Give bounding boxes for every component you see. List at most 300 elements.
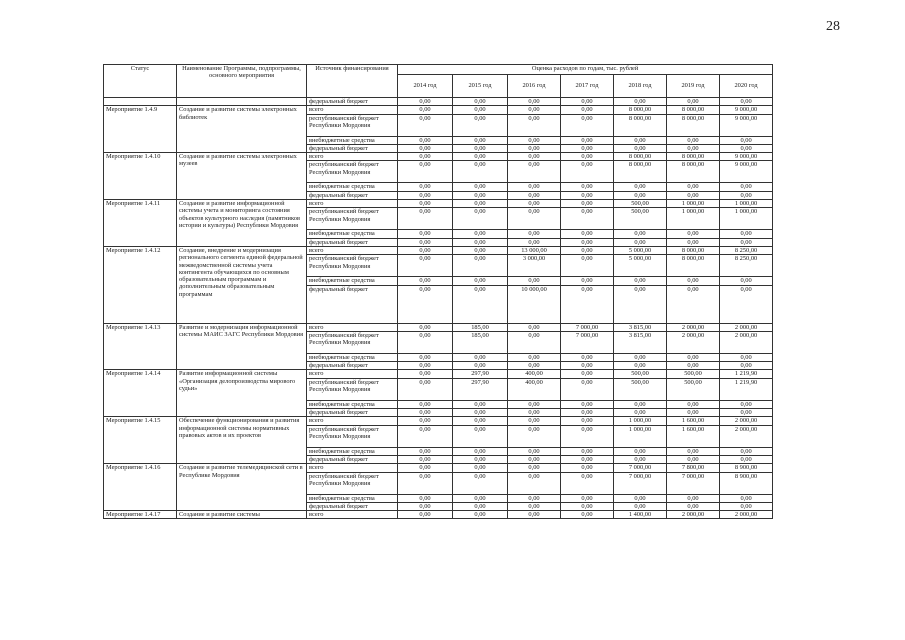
value-cell: 0,00 [561, 200, 614, 208]
value-cell: 13 000,00 [508, 246, 561, 254]
source-cell: федеральный бюджет [307, 144, 398, 152]
name-cell: Создание и развитие информационной системы учета и мониторинга состояния объектов культурного наследия (памятников истории и культуры) Республики Мордовия [177, 200, 307, 247]
value-cell: 0,00 [398, 400, 453, 408]
value-cell: 2 000,00 [720, 425, 773, 447]
value-cell: 0,00 [398, 417, 453, 425]
value-cell: 0,00 [561, 494, 614, 502]
value-cell: 0,00 [453, 161, 508, 183]
value-cell: 1 600,00 [667, 417, 720, 425]
value-cell: 1 219,90 [720, 378, 773, 400]
value-cell: 0,00 [398, 136, 453, 144]
value-cell: 0,00 [508, 400, 561, 408]
value-cell: 0,00 [667, 502, 720, 510]
value-cell: 0,00 [561, 425, 614, 447]
header-status: Статус [104, 65, 177, 98]
value-cell: 0,00 [398, 323, 453, 331]
value-cell: 0,00 [398, 464, 453, 472]
source-cell: всего [307, 323, 398, 331]
value-cell: 0,00 [561, 246, 614, 254]
status-cell: Мероприятие 1.4.16 [104, 464, 177, 511]
value-cell: 297,90 [453, 370, 508, 378]
value-cell: 0,00 [453, 136, 508, 144]
value-cell: 0,00 [720, 98, 773, 106]
table-row [104, 153, 773, 161]
value-cell: 0,00 [561, 255, 614, 277]
value-cell: 0,00 [398, 238, 453, 246]
value-cell: 0,00 [453, 183, 508, 191]
status-cell: Мероприятие 1.4.12 [104, 246, 177, 323]
source-cell: внебюджетные средства [307, 400, 398, 408]
value-cell: 7 000,00 [561, 331, 614, 353]
value-cell: 0,00 [508, 161, 561, 183]
value-cell: 9 000,00 [720, 114, 773, 136]
status-cell: Мероприятие 1.4.14 [104, 370, 177, 417]
value-cell: 0,00 [720, 191, 773, 199]
value-cell: 0,00 [453, 277, 508, 285]
value-cell: 0,00 [561, 183, 614, 191]
value-cell: 1 000,00 [720, 200, 773, 208]
value-cell: 0,00 [508, 144, 561, 152]
value-cell: 0,00 [561, 502, 614, 510]
value-cell: 0,00 [720, 400, 773, 408]
value-cell: 0,00 [667, 183, 720, 191]
value-cell: 0,00 [667, 285, 720, 323]
value-cell: 0,00 [508, 230, 561, 238]
header-year: 2016 год [508, 75, 561, 98]
value-cell: 0,00 [720, 136, 773, 144]
value-cell: 0,00 [398, 353, 453, 361]
value-cell: 0,00 [398, 200, 453, 208]
value-cell: 0,00 [667, 447, 720, 455]
value-cell: 8 000,00 [667, 255, 720, 277]
source-cell: федеральный бюджет [307, 502, 398, 510]
source-cell: всего [307, 153, 398, 161]
value-cell: 1 000,00 [667, 208, 720, 230]
value-cell: 8 900,00 [720, 464, 773, 472]
value-cell: 0,00 [398, 425, 453, 447]
value-cell: 7 000,00 [561, 323, 614, 331]
value-cell: 0,00 [508, 153, 561, 161]
value-cell: 0,00 [508, 425, 561, 447]
value-cell: 0,00 [720, 183, 773, 191]
header-year: 2017 год [561, 75, 614, 98]
value-cell: 0,00 [614, 191, 667, 199]
value-cell: 0,00 [667, 230, 720, 238]
name-cell: Создание, внедрение и модернизация регионального сегмента единой федеральной межведомственной системы учета контингента обучающихся по основным образовательным программам и дополнительным образовательным программам [177, 246, 307, 323]
value-cell: 5 000,00 [614, 246, 667, 254]
value-cell: 0,00 [720, 285, 773, 323]
value-cell: 0,00 [561, 472, 614, 494]
value-cell: 1 400,00 [614, 511, 667, 519]
value-cell: 0,00 [667, 144, 720, 152]
value-cell: 0,00 [398, 255, 453, 277]
value-cell: 0,00 [667, 353, 720, 361]
value-cell: 0,00 [561, 161, 614, 183]
value-cell: 2 000,00 [720, 417, 773, 425]
value-cell: 9 000,00 [720, 106, 773, 114]
value-cell: 1 000,00 [614, 425, 667, 447]
value-cell: 0,00 [453, 238, 508, 246]
value-cell: 0,00 [508, 511, 561, 519]
value-cell: 1 600,00 [667, 425, 720, 447]
value-cell: 500,00 [614, 200, 667, 208]
value-cell: 0,00 [614, 409, 667, 417]
source-cell: федеральный бюджет [307, 191, 398, 199]
value-cell: 0,00 [398, 153, 453, 161]
value-cell: 7 000,00 [667, 472, 720, 494]
value-cell: 8 000,00 [667, 246, 720, 254]
value-cell: 0,00 [508, 200, 561, 208]
header-year: 2019 год [667, 75, 720, 98]
name-cell: Обеспечение функционирования и развития информационной системы нормативных правовых актов и их проектов [177, 417, 307, 464]
value-cell: 8 000,00 [614, 161, 667, 183]
source-cell: республиканский бюджет Республики Мордовия [307, 378, 398, 400]
page-number: 28 [826, 19, 840, 34]
table-row [104, 417, 773, 425]
source-cell: федеральный бюджет [307, 285, 398, 323]
value-cell: 0,00 [614, 230, 667, 238]
value-cell: 0,00 [720, 277, 773, 285]
value-cell: 0,00 [398, 409, 453, 417]
value-cell: 0,00 [720, 447, 773, 455]
value-cell: 1 219,90 [720, 370, 773, 378]
table-row [104, 98, 773, 106]
value-cell: 0,00 [398, 208, 453, 230]
value-cell: 0,00 [667, 191, 720, 199]
value-cell: 0,00 [667, 277, 720, 285]
name-cell: Создание и развитие системы [177, 511, 307, 519]
value-cell: 8 000,00 [614, 153, 667, 161]
value-cell: 3 815,00 [614, 331, 667, 353]
value-cell: 0,00 [614, 183, 667, 191]
value-cell: 0,00 [561, 353, 614, 361]
source-cell: внебюджетные средства [307, 353, 398, 361]
value-cell: 0,00 [453, 464, 508, 472]
value-cell: 0,00 [398, 447, 453, 455]
value-cell: 0,00 [561, 417, 614, 425]
table-row [104, 370, 773, 378]
value-cell: 0,00 [667, 98, 720, 106]
value-cell: 0,00 [667, 362, 720, 370]
value-cell: 0,00 [561, 464, 614, 472]
source-cell: всего [307, 417, 398, 425]
value-cell: 0,00 [614, 98, 667, 106]
value-cell: 0,00 [453, 417, 508, 425]
value-cell: 0,00 [453, 400, 508, 408]
value-cell: 0,00 [667, 136, 720, 144]
value-cell: 0,00 [453, 285, 508, 323]
value-cell: 0,00 [453, 511, 508, 519]
value-cell: 0,00 [561, 370, 614, 378]
source-cell: внебюджетные средства [307, 447, 398, 455]
value-cell: 0,00 [720, 144, 773, 152]
value-cell: 0,00 [508, 114, 561, 136]
value-cell: 2 000,00 [667, 331, 720, 353]
value-cell: 0,00 [453, 200, 508, 208]
value-cell: 0,00 [508, 183, 561, 191]
value-cell: 0,00 [453, 425, 508, 447]
source-cell: внебюджетные средства [307, 136, 398, 144]
value-cell: 0,00 [453, 353, 508, 361]
value-cell: 0,00 [453, 255, 508, 277]
value-cell: 1 000,00 [667, 200, 720, 208]
table-row [104, 106, 773, 114]
value-cell: 0,00 [508, 136, 561, 144]
source-cell: всего [307, 106, 398, 114]
value-cell: 0,00 [720, 230, 773, 238]
source-cell: всего [307, 246, 398, 254]
value-cell: 0,00 [398, 106, 453, 114]
value-cell: 0,00 [398, 511, 453, 519]
value-cell: 10 000,00 [508, 285, 561, 323]
status-cell [104, 98, 177, 106]
value-cell: 0,00 [561, 153, 614, 161]
value-cell: 0,00 [614, 136, 667, 144]
value-cell: 0,00 [508, 98, 561, 106]
value-cell: 0,00 [561, 98, 614, 106]
source-cell: республиканский бюджет Республики Мордовия [307, 472, 398, 494]
source-cell: республиканский бюджет Республики Мордовия [307, 114, 398, 136]
value-cell: 0,00 [398, 114, 453, 136]
value-cell: 0,00 [508, 502, 561, 510]
value-cell: 0,00 [614, 238, 667, 246]
table-row [104, 511, 773, 519]
value-cell: 7 000,00 [614, 464, 667, 472]
name-cell: Создание и развитие телемедицинской сети в Республике Мордовия [177, 464, 307, 511]
value-cell: 0,00 [508, 409, 561, 417]
value-cell: 2 000,00 [720, 323, 773, 331]
value-cell: 0,00 [453, 208, 508, 230]
value-cell: 0,00 [614, 400, 667, 408]
source-cell: республиканский бюджет Республики Мордовия [307, 161, 398, 183]
value-cell: 0,00 [453, 230, 508, 238]
value-cell: 2 000,00 [667, 511, 720, 519]
value-cell: 0,00 [508, 191, 561, 199]
value-cell: 0,00 [561, 455, 614, 463]
value-cell: 297,90 [453, 378, 508, 400]
value-cell: 0,00 [508, 208, 561, 230]
source-cell: федеральный бюджет [307, 98, 398, 106]
value-cell: 1 000,00 [614, 417, 667, 425]
value-cell: 0,00 [614, 494, 667, 502]
value-cell: 2 000,00 [667, 323, 720, 331]
value-cell: 0,00 [508, 331, 561, 353]
value-cell: 0,00 [453, 502, 508, 510]
value-cell: 2 000,00 [720, 511, 773, 519]
value-cell: 0,00 [667, 409, 720, 417]
value-cell: 0,00 [720, 238, 773, 246]
value-cell: 0,00 [453, 98, 508, 106]
value-cell: 2 000,00 [720, 331, 773, 353]
value-cell: 0,00 [667, 238, 720, 246]
table-row [104, 246, 773, 254]
value-cell: 0,00 [398, 183, 453, 191]
budget-table [103, 64, 773, 519]
value-cell: 0,00 [720, 455, 773, 463]
value-cell: 0,00 [398, 161, 453, 183]
value-cell: 0,00 [398, 378, 453, 400]
status-cell: Мероприятие 1.4.15 [104, 417, 177, 464]
value-cell: 0,00 [614, 502, 667, 510]
value-cell: 0,00 [508, 106, 561, 114]
value-cell: 0,00 [508, 494, 561, 502]
value-cell: 3 815,00 [614, 323, 667, 331]
table-body [104, 98, 773, 519]
source-cell: внебюджетные средства [307, 494, 398, 502]
value-cell: 0,00 [398, 285, 453, 323]
value-cell: 0,00 [453, 472, 508, 494]
value-cell: 5 000,00 [614, 255, 667, 277]
value-cell: 185,00 [453, 331, 508, 353]
value-cell: 0,00 [508, 455, 561, 463]
value-cell: 0,00 [561, 378, 614, 400]
value-cell: 0,00 [667, 455, 720, 463]
value-cell: 0,00 [453, 114, 508, 136]
value-cell: 8 000,00 [667, 106, 720, 114]
name-cell: Развитие информационной системы «Организация делопроизводства мирового судьи» [177, 370, 307, 417]
value-cell: 0,00 [398, 502, 453, 510]
value-cell: 0,00 [398, 277, 453, 285]
status-cell: Мероприятие 1.4.10 [104, 153, 177, 200]
value-cell: 400,00 [508, 370, 561, 378]
header-name: Наименование Программы, подпрограммы, основного мероприятия [177, 65, 307, 98]
value-cell: 8 250,00 [720, 255, 773, 277]
source-cell: федеральный бюджет [307, 362, 398, 370]
value-cell: 0,00 [398, 362, 453, 370]
value-cell: 0,00 [667, 494, 720, 502]
value-cell: 0,00 [508, 447, 561, 455]
value-cell: 0,00 [561, 277, 614, 285]
value-cell: 0,00 [720, 502, 773, 510]
value-cell: 0,00 [398, 331, 453, 353]
source-cell: внебюджетные средства [307, 183, 398, 191]
value-cell: 0,00 [561, 230, 614, 238]
status-cell: Мероприятие 1.4.13 [104, 323, 177, 370]
value-cell: 0,00 [398, 455, 453, 463]
source-cell: федеральный бюджет [307, 409, 398, 417]
value-cell: 0,00 [453, 409, 508, 417]
value-cell: 0,00 [508, 417, 561, 425]
value-cell: 500,00 [614, 378, 667, 400]
value-cell: 400,00 [508, 378, 561, 400]
value-cell: 0,00 [453, 246, 508, 254]
value-cell: 0,00 [508, 362, 561, 370]
value-cell: 0,00 [561, 409, 614, 417]
value-cell: 500,00 [614, 208, 667, 230]
value-cell: 0,00 [614, 362, 667, 370]
value-cell: 0,00 [614, 144, 667, 152]
value-cell: 0,00 [508, 353, 561, 361]
header-year: 2014 год [398, 75, 453, 98]
header-source: Источник финансирования [307, 65, 398, 98]
value-cell: 9 000,00 [720, 161, 773, 183]
value-cell: 0,00 [398, 98, 453, 106]
source-cell: всего [307, 370, 398, 378]
status-cell: Мероприятие 1.4.11 [104, 200, 177, 247]
value-cell: 0,00 [720, 409, 773, 417]
source-cell: всего [307, 511, 398, 519]
value-cell: 0,00 [561, 191, 614, 199]
value-cell: 8 250,00 [720, 246, 773, 254]
value-cell: 0,00 [561, 136, 614, 144]
value-cell: 0,00 [614, 447, 667, 455]
value-cell: 0,00 [508, 277, 561, 285]
source-cell: республиканский бюджет Республики Мордовия [307, 331, 398, 353]
value-cell: 0,00 [398, 494, 453, 502]
value-cell: 0,00 [561, 208, 614, 230]
value-cell: 0,00 [398, 230, 453, 238]
value-cell: 0,00 [453, 455, 508, 463]
value-cell: 0,00 [398, 144, 453, 152]
name-cell: Развитие и модернизация информационной системы МАИС ЗАГС Республики Мордовия [177, 323, 307, 370]
value-cell: 0,00 [720, 494, 773, 502]
status-cell: Мероприятие 1.4.17 [104, 511, 177, 519]
header-year: 2018 год [614, 75, 667, 98]
value-cell: 0,00 [508, 323, 561, 331]
value-cell: 185,00 [453, 323, 508, 331]
header-estimate: Оценка расходов по годам, тыс. рублей [398, 65, 773, 75]
value-cell: 500,00 [667, 370, 720, 378]
value-cell: 0,00 [561, 285, 614, 323]
value-cell: 8 000,00 [667, 114, 720, 136]
value-cell: 0,00 [614, 455, 667, 463]
value-cell: 0,00 [561, 106, 614, 114]
value-cell: 0,00 [561, 238, 614, 246]
value-cell: 0,00 [561, 400, 614, 408]
value-cell: 8 000,00 [614, 114, 667, 136]
value-cell: 0,00 [508, 472, 561, 494]
value-cell: 7 800,00 [667, 464, 720, 472]
value-cell: 0,00 [508, 238, 561, 246]
source-cell: республиканский бюджет Республики Мордовия [307, 255, 398, 277]
value-cell: 0,00 [398, 191, 453, 199]
header-year: 2015 год [453, 75, 508, 98]
name-cell: Создание и развитие системы электронных библиотек [177, 106, 307, 153]
value-cell: 0,00 [561, 362, 614, 370]
value-cell: 0,00 [453, 191, 508, 199]
value-cell: 500,00 [667, 378, 720, 400]
source-cell: всего [307, 464, 398, 472]
value-cell: 0,00 [667, 400, 720, 408]
value-cell: 7 000,00 [614, 472, 667, 494]
name-cell [177, 98, 307, 106]
source-cell: всего [307, 200, 398, 208]
value-cell: 0,00 [453, 153, 508, 161]
table-row [104, 200, 773, 208]
value-cell: 0,00 [398, 370, 453, 378]
value-cell: 0,00 [561, 114, 614, 136]
value-cell: 8 000,00 [667, 161, 720, 183]
header-year: 2020 год [720, 75, 773, 98]
value-cell: 0,00 [398, 246, 453, 254]
source-cell: федеральный бюджет [307, 238, 398, 246]
source-cell: внебюджетные средства [307, 230, 398, 238]
status-cell: Мероприятие 1.4.9 [104, 106, 177, 153]
value-cell: 500,00 [614, 370, 667, 378]
value-cell: 0,00 [453, 362, 508, 370]
table-row [104, 323, 773, 331]
value-cell: 0,00 [508, 464, 561, 472]
value-cell: 9 000,00 [720, 153, 773, 161]
value-cell: 0,00 [720, 353, 773, 361]
name-cell: Создание и развитие системы электронных музеев [177, 153, 307, 200]
value-cell: 0,00 [453, 447, 508, 455]
value-cell: 1 000,00 [720, 208, 773, 230]
source-cell: республиканский бюджет Республики Мордовия [307, 208, 398, 230]
value-cell: 0,00 [561, 511, 614, 519]
value-cell: 0,00 [398, 472, 453, 494]
value-cell: 8 000,00 [667, 153, 720, 161]
